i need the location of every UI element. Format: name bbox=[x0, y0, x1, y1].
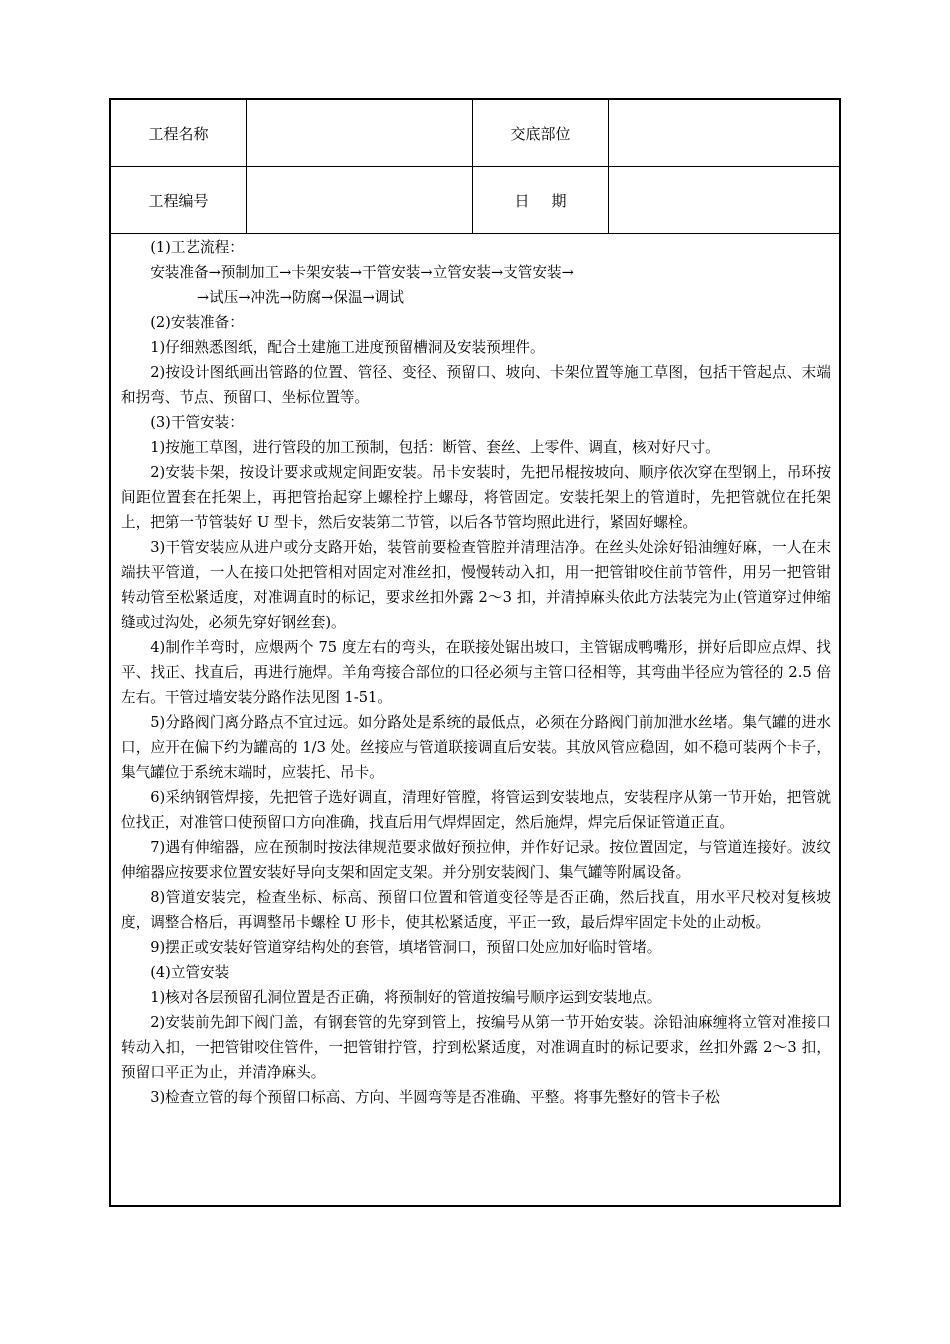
paragraph: 3)检查立管的每个预留口标高、方向、半圆弯等是否准确、平整。将事先整好的管卡子松 bbox=[150, 1089, 720, 1106]
handover-part-field[interactable] bbox=[609, 100, 841, 166]
header-row-2 bbox=[111, 167, 839, 234]
paragraph: (2)安装准备： bbox=[150, 314, 244, 331]
project-no-label: 工程编号 bbox=[111, 167, 247, 233]
project-name-label: 工程名称 bbox=[111, 100, 247, 166]
handover-sheet bbox=[109, 98, 841, 1207]
paragraph: 2)安装卡架，按设计要求或规定间距安装。吊卡安装时，先把吊棍按坡向、顺序依次穿在型钢上，吊环按间距位置套在托架上，再把管抬起穿上螺栓拧上螺母，将管固定。安装托架上的管道时，先把管就位在托架上，把第一节管装好 U 型卡，然后安装第二节管，以后各节管均照此进行，紧固好螺栓。 bbox=[121, 464, 831, 531]
paragraph: 1)仔细熟悉图纸，配合土建施工进度预留槽洞及安装预埋件。 bbox=[150, 339, 545, 356]
paragraph: 1)按施工草图，进行管段的加工预制，包括：断管、套丝、上零件、调直，核对好尺寸。 bbox=[150, 439, 720, 456]
date-label: 日期 bbox=[514, 191, 589, 210]
paragraph: (1)工艺流程： bbox=[150, 239, 244, 256]
project-name-field[interactable] bbox=[247, 100, 473, 166]
paragraph: (3)干管安装： bbox=[150, 414, 244, 431]
paragraph: 7)遇有伸缩器，应在预制时按法律规范要求做好预拉伸，并作好记录。按位置固定，与管道连接好。波纹伸缩器应按要求位置安装好导向支架和固定支架。并分别安装阀门、集气罐等附属设备。 bbox=[121, 839, 831, 881]
date-field[interactable] bbox=[609, 167, 841, 233]
handover-content bbox=[111, 234, 839, 1110]
paragraph: 8)管道安装完，检查坐标、标高、预留口位置和管道变径等是否正确，然后找直，用水平尺校对复核坡度，调整合格后，再调整吊卡螺栓 U 形卡，使其松紧适度，平正一致，最后焊牢固定卡处的止动板。 bbox=[121, 889, 831, 931]
paragraph: 4)制作羊弯时，应煨两个 75 度左右的弯头，在联接处锯出坡口，主管锯成鸭嘴形，拼好后即应点焊、找平、找正、找直后，再进行施焊。羊角弯接合部位的口径必须与主管口径相等，其弯曲半径应为管径的 2.5 倍左右。干管过墙安装分路作法见图 1-51。 bbox=[121, 639, 831, 706]
header-row-1 bbox=[111, 100, 839, 167]
handover-part-label: 交底部位 bbox=[473, 100, 609, 166]
paragraph: 5)分路阀门离分路点不宜过远。如分路处是系统的最低点，必须在分路阀门前加泄水丝堵。集气罐的进水口，应开在偏下约为罐高的 1/3 处。丝接应与管道联接调直后安装。其放风管应稳固，如不稳可装两个卡子，集气罐位于系统末端时，应装托、吊卡。 bbox=[121, 714, 831, 781]
paragraph: 2)安装前先卸下阀门盖，有钢套管的先穿到管上，按编号从第一节开始安装。涂铅油麻缠将立管对准接口转动入扣，一把管钳咬住管件，一把管钳拧管，拧到松紧适度，对准调直时的标记要求，丝扣外露 2～3 扣，预留口平正为止，并清净麻头。 bbox=[121, 1014, 831, 1081]
paragraph: 3)干管安装应从进户或分支路开始，装管前要检查管腔并清理洁净。在丝头处涂好铅油缠好麻，一人在末端扶平管道，一人在接口处把管相对固定对准丝扣，慢慢转动入扣，用一把管钳咬住前节管件，用另一把管钳转动管至松紧适度，对准调直时的标记，要求丝扣外露 2～3 扣，并清掉麻头依此方法装完为止(管道穿过伸缩缝或过沟处，必须先穿好钢丝套)。 bbox=[121, 539, 831, 631]
paragraph: 6)采纳钢管焊接，先把管子选好调直，清理好管膛，将管运到安装地点，安装程序从第一节开始，把管就位找正，对准管口使预留口方向准确，找直后用气焊焊固定，然后施焊，焊完后保证管道正直。 bbox=[121, 789, 831, 831]
paragraph: 1)核对各层预留孔洞位置是否正确，将预制好的管道按编号顺序运到安装地点。 bbox=[150, 989, 662, 1006]
paragraph: →试压→冲洗→防腐→保温→调试 bbox=[196, 289, 404, 306]
date-label-cell bbox=[473, 167, 609, 233]
paragraph: 2)按设计图纸画出管路的位置、管径、变径、预留口、坡向、卡架位置等施工草图，包括干管起点、末端和拐弯、节点、预留口、坐标位置等。 bbox=[121, 364, 831, 406]
paragraph: (4)立管安装 bbox=[150, 964, 230, 981]
paragraph: 安装准备→预制加工→卡架安装→干管安装→立管安装→支管安装→ bbox=[150, 264, 574, 281]
paragraph: 9)摆正或安装好管道穿结构处的套管，填堵管洞口，预留口处应加好临时管堵。 bbox=[150, 939, 662, 956]
project-no-field[interactable] bbox=[247, 167, 473, 233]
